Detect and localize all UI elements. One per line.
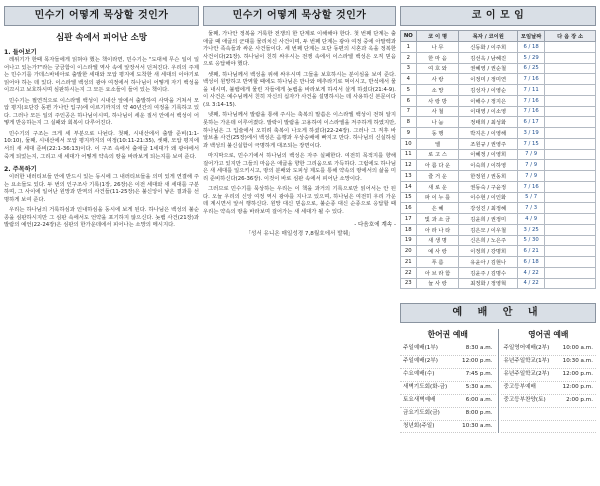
- header-next-place: 다 음 장 소: [545, 31, 596, 42]
- cell-date: 7 / 16: [517, 106, 544, 117]
- cell-koi-name: 즐 거 운: [416, 171, 459, 182]
- cell-next-place: [545, 117, 596, 128]
- worship-time: 5:30 a.m.: [465, 383, 493, 390]
- korean-worship-heading: 한어권 예배: [427, 330, 468, 340]
- worship-item: [501, 356, 597, 369]
- cell-koi-name: 한 마 음: [416, 52, 459, 63]
- cell-date: 6 / 25: [517, 63, 544, 74]
- worship-time: 8:00 p.m.: [465, 409, 493, 416]
- worship-name: 금요기도회(금): [403, 409, 440, 416]
- cell-koi-name: 푸 름: [416, 257, 459, 268]
- table-row: [401, 42, 596, 53]
- worship-time: 6:00 a.m.: [465, 396, 493, 403]
- column-banner: 민수기 어떻게 묵상할 것인가: [4, 6, 199, 26]
- cell-koi-name: 소 망: [416, 85, 459, 96]
- koi-table-header: [401, 31, 596, 42]
- table-row: [401, 52, 596, 63]
- cell-no: 23: [401, 278, 417, 289]
- table-row: [401, 138, 596, 149]
- header-no: NO: [401, 31, 417, 42]
- cell-no: 1: [401, 42, 417, 53]
- cell-no: 6: [401, 95, 417, 106]
- worship-item: [400, 382, 496, 395]
- cell-koi-name: 아 브 라 함: [416, 267, 459, 278]
- cell-no: 3: [401, 63, 417, 74]
- cell-next-place: [545, 74, 596, 85]
- worship-item: [400, 356, 496, 369]
- paragraph: 마지막으로, 민수기에서 하나님의 백성은 자주 실패한다. 여전히 목적지를 향해 걸어가고 있지만 그들의 마음은 애굽을 향한 그리움으로 가득하다. 그럼에도 하나님은 새 세대를 일으키시고, 땅의 분배와 도피성 제도를 통해 약속의 땅에서의 삶을 미리 준비하신다(26-36장). 이것이 바로 심판 속에서 피어난 소망이다.: [203, 153, 396, 182]
- cell-no: 11: [401, 149, 417, 160]
- cell-next-place: [545, 52, 596, 63]
- cell-date: 6 / 17: [517, 117, 544, 128]
- cell-no: 5: [401, 85, 417, 96]
- cell-koi-name: 사 랑 방: [416, 95, 459, 106]
- cell-no: 20: [401, 246, 417, 257]
- worship-time: 10:30 a.m.: [562, 358, 593, 365]
- worship-time: 2:00 p.m.: [566, 396, 593, 403]
- cell-next-place: [545, 149, 596, 160]
- cell-leader: 신은희 / 노은주: [459, 235, 518, 246]
- cell-koi-name: 엘: [416, 138, 459, 149]
- cell-date: 5 / 7: [517, 192, 544, 203]
- cell-no: 19: [401, 235, 417, 246]
- cell-leader: 이숙희 / 이하영: [459, 160, 518, 171]
- cell-next-place: [545, 95, 596, 106]
- table-row: [401, 74, 596, 85]
- column-banner: 민수기 어떻게 묵상할 것인가: [203, 6, 396, 26]
- koi-banner: 코 이 모 임: [400, 6, 596, 26]
- cell-date: 3 / 19: [517, 128, 544, 139]
- cell-date: 7 / 16: [517, 74, 544, 85]
- paragraph: 레위기가 한때 목자들에게 읽혀야 했는 책이라면, 민수기는 "도대체 무슨 일이 일어나고 있는가?"라는 궁금함이 이스라엘 역사 속에 앞장서서 던져진다. 우리의 주제는 민수기를 가데스바네아로 출발한 세대와 모압 평지에 도착한 새 세대의 이야기로 읽어야 하는 데 있다. 이스라엘 백성의 광야 여정에서 하나님이 어떻게 자기 백성을 이끄시고 보호하시며 심판하시는지 그 모든 요소들이 들어 있는 책이다.: [4, 57, 199, 94]
- cell-no: 22: [401, 267, 417, 278]
- cell-date: 6 / 18: [517, 257, 544, 268]
- right-column: [400, 6, 596, 482]
- worship-item: [400, 395, 496, 408]
- worship-divider: [498, 329, 499, 433]
- worship-item: [400, 421, 496, 434]
- worship-banner: 예 배 안 내: [400, 303, 596, 323]
- cell-koi-name: 나 눔: [416, 117, 459, 128]
- worship-item: [501, 421, 597, 434]
- cell-date: 7 / 16: [517, 95, 544, 106]
- worship-item: [501, 395, 597, 408]
- cell-date: 5 / 29: [517, 52, 544, 63]
- table-row: [401, 224, 596, 235]
- cell-next-place: [545, 278, 596, 289]
- cell-date: 7 / 11: [517, 85, 544, 96]
- cell-date: 5 / 30: [517, 235, 544, 246]
- cell-date: 6 / 18: [517, 42, 544, 53]
- cell-leader: 김은모 / 이우철: [459, 224, 518, 235]
- worship-item: [400, 343, 496, 356]
- cell-next-place: [545, 42, 596, 53]
- cell-no: 12: [401, 160, 417, 171]
- cell-leader: 이정희 / 강명희: [459, 246, 518, 257]
- cell-date: 7 / 9: [517, 149, 544, 160]
- table-row: [401, 106, 596, 117]
- korean-worship-list: [400, 329, 496, 433]
- header-date: 모임날짜: [517, 31, 544, 42]
- english-worship-list: [501, 329, 597, 433]
- worship-name: 주일예배(1부): [403, 345, 438, 352]
- article-subtitle: 심판 속에서 피어난 소망: [56, 33, 147, 43]
- worship-name: 주일영어예배(2부): [503, 345, 550, 352]
- table-row: [401, 117, 596, 128]
- table-row: [401, 160, 596, 171]
- cell-date: 7 / 15: [517, 138, 544, 149]
- paragraph: 셋째, 하나님께서 백성을 위해 싸우시며 그들을 보호하시는 분이심을 보여 준다. 백성이 원망하고 반역할 때에도 하나님은 만나와 메추라기로 먹이시고, 반석에서 물을 내시며, 불뱀에게 물린 자들에게 놋뱀을 바라보게 하셔서 살게 하셨다(21:4-9). 이 사건은 예수님께서 친히 자신의 십자가 사건을 설명하시는 데 사용하신 본문이다(요 3:14-15).: [203, 71, 396, 108]
- table-row: [401, 278, 596, 289]
- cell-koi-name: 은 혜: [416, 203, 459, 214]
- cell-no: 18: [401, 224, 417, 235]
- paragraph: 둘째, 가나안 정복을 거룩한 전쟁의 한 단계로 이해해야 한다. 첫 번째 단계는 출애굽 때 애굽의 군대를 물리치신 사건이며, 두 번째 단계는 광야 여정 중에 아말렉과 가나안 족속들과 싸운 사건들이다. 세 번째 단계는 요단 동편의 시혼과 옥을 정복한 사건이다(21장). 하나님이 친히 싸우시는 전쟁 속에서 이스라엘 백성은 오직 믿음으로 응답해야 했다.: [203, 31, 396, 68]
- cell-koi-name: 사 랑: [416, 74, 459, 85]
- cell-date: 6 / 21: [517, 246, 544, 257]
- left-column: [4, 6, 199, 482]
- cell-leader: 김성자 / 이영순: [459, 85, 518, 96]
- worship-time: 8:30 a.m.: [465, 345, 493, 352]
- cell-next-place: [545, 257, 596, 268]
- cell-next-place: [545, 63, 596, 74]
- cell-leader: 권혜영 / 권순철: [459, 63, 518, 74]
- cell-leader: 한정원 / 권동희: [459, 171, 518, 182]
- cell-next-place: [545, 106, 596, 117]
- cell-koi-name: 예 사 랑: [416, 246, 459, 257]
- cell-next-place: [545, 181, 596, 192]
- table-row: [401, 85, 596, 96]
- cell-date: 3 / 25: [517, 224, 544, 235]
- cell-next-place: [545, 128, 596, 139]
- cell-next-place: [545, 214, 596, 225]
- worship-time: 12:00 p.m.: [462, 358, 493, 365]
- cell-no: 4: [401, 74, 417, 85]
- cell-leader: 최정화 / 정영혁: [459, 278, 518, 289]
- table-row: [401, 149, 596, 160]
- worship-name: 청년회(주일): [403, 422, 435, 429]
- section-heading: 1. 들어보기: [4, 49, 37, 56]
- worship-name: 새벽기도회(화-금): [403, 383, 448, 390]
- worship-item: [501, 408, 597, 421]
- cell-next-place: [545, 235, 596, 246]
- cell-koi-name: 빛 과 소 금: [416, 214, 459, 225]
- table-row: [401, 128, 596, 139]
- cell-koi-name: 파 이 누 를: [416, 192, 459, 203]
- worship-item: [400, 408, 496, 421]
- cell-date: 4 / 9: [517, 214, 544, 225]
- cell-koi-name: 로 고 스: [416, 149, 459, 160]
- cell-next-place: [545, 192, 596, 203]
- table-row: [401, 95, 596, 106]
- cell-date: 7 / 9: [517, 171, 544, 182]
- paragraph: 그러므로 민수기를 묵상하는 우리는 이 책을 과거의 기록으로만 읽어서는 안 된다. 오늘 우리의 신앙 여정 역시 광야를 지나고 있으며, 하나님은 여전히 우리 가운데 계시면서 앞서 행하신다. 원망 대신 믿음으로, 불순종 대신 순종으로 응답할 때 우리는 약속의 땅을 바라보며 걸어가는 새 세대가 될 수 있다.: [203, 186, 396, 216]
- section-2: [4, 164, 199, 230]
- cell-no: 13: [401, 171, 417, 182]
- table-row: [401, 257, 596, 268]
- cell-next-place: [545, 246, 596, 257]
- cell-next-place: [545, 203, 596, 214]
- cell-leader: 신동화 / 이주희: [459, 42, 518, 53]
- cell-no: 15: [401, 192, 417, 203]
- cell-leader: 권동숙 / 구윤정: [459, 181, 518, 192]
- cell-leader: 유윤아 / 김현나: [459, 257, 518, 268]
- cell-koi-name: 아 름 다 운: [416, 160, 459, 171]
- cell-leader: 이정미 / 정미연: [459, 74, 518, 85]
- paragraph: 민수기의 구조는 크게 세 부분으로 나뉜다. 첫째, 시내산에서 출발 준비(1:1-10:10), 둘째, 시내산에서 모압 평지까지의 여정(10:11-21:35), 셋째, 모압 평지에서의 새 세대 준비(22:1-36:13)이다. 이 구조 속에서 출애굽 1세대가 왜 광야에서 죽게 되었는지, 그리고 새 세대가 어떻게 약속의 땅을 바라보게 되는지를 보여 준다.: [4, 130, 199, 160]
- cell-leader: 김선옥 / 남혜진: [459, 52, 518, 63]
- paragraph: 넷째, 하나님께서 발람을 통해 주시는 축복의 말씀은 이스라엘 백성이 전혀 알지 못하는 가운데 이루어졌다. 발락이 발람을 고용하여 이스라엘을 저주하게 하였지만, 하나님은 그 입술에서 오히려 축복이 나오게 하셨다(22-24장). 그러나 그 직후 바알브올 사건(25장)에서 백성은 음행과 우상숭배에 빠지고 만다. 하나님의 신실하심과 백성의 불신실함이 극명하게 대조되는 장면이다.: [203, 112, 396, 149]
- cell-leader: 김윤희 / 권정미: [459, 214, 518, 225]
- table-row: [401, 235, 596, 246]
- table-row: [401, 267, 596, 278]
- worship-name: 중고등부찬양(토): [503, 396, 546, 403]
- cell-leader: 이대영 / 이소영: [459, 106, 518, 117]
- table-row: [401, 181, 596, 192]
- table-row: [401, 246, 596, 257]
- cell-next-place: [545, 171, 596, 182]
- cell-leader: 박지은 / 이영해: [459, 128, 518, 139]
- cell-next-place: [545, 85, 596, 96]
- table-row: [401, 192, 596, 203]
- worship-name: 유년주일학교(1부): [503, 358, 550, 365]
- table-row: [401, 203, 596, 214]
- cell-date: 7 / 3: [517, 203, 544, 214]
- worship-time: 7:45 p.m.: [465, 371, 493, 378]
- cell-no: 21: [401, 257, 417, 268]
- cell-date: 4 / 22: [517, 278, 544, 289]
- source-quote: 「성서 유니온 매일성경 7,8월호에서 발췌」: [245, 230, 354, 237]
- cell-next-place: [545, 160, 596, 171]
- cell-date: 7 / 16: [517, 181, 544, 192]
- cell-leader: 이수현 / 이인화: [459, 192, 518, 203]
- middle-column: [203, 6, 396, 482]
- table-row: [401, 63, 596, 74]
- worship-item: [400, 369, 496, 382]
- cell-no: 9: [401, 128, 417, 139]
- cell-leader: 김윤주 / 김명수: [459, 267, 518, 278]
- cell-koi-name: 늘 사 랑: [416, 278, 459, 289]
- worship-item: [501, 343, 597, 356]
- worship-time: 10:00 a.m.: [562, 345, 593, 352]
- worship-name: 토요새벽예배: [403, 396, 436, 403]
- cell-no: 8: [401, 117, 417, 128]
- paragraph: 우리는 하나님의 거룩하심과 인내하심을 동시에 보게 된다. 하나님은 백성의 불순종을 심판하시지만 그 심판 속에서도 언약을 포기하지 않으신다. 놋뱀 사건(21장)과 발람의 예언(22-24장)은 심판의 한가운데에서 피어나는 소망의 메시지다.: [4, 207, 199, 229]
- section-heading: 2. 주목하기: [4, 166, 37, 174]
- continued-note: - 다음호에 계속 -: [354, 221, 396, 228]
- paragraph: 민수기는 필연적으로 이스라엘 백성이 시내산 앞에서 출발하여 사막을 거쳐서 모압 평지(요단강 동편 가나안 입구)에 이르기까지의 약 40년간의 여정을 기록하고 있다. 그러나 모든 일의 주인공은 하나님이시며, 하나님이 세운 질서 안에서 백성이 어떻게 반응하는지 그 실패와 회복이 다루어진다.: [4, 97, 199, 127]
- cell-no: 17: [401, 214, 417, 225]
- cell-leader: 조원규 / 권영주: [459, 138, 518, 149]
- cell-leader: 정태희 / 최성화: [459, 117, 518, 128]
- worship-name: 주일예배(2부): [403, 358, 438, 365]
- cell-koi-name: 새 로 운: [416, 181, 459, 192]
- cell-leader: 이혜정 / 이영희: [459, 149, 518, 160]
- worship-name: 수요예배(수): [403, 371, 435, 378]
- table-row: [401, 171, 596, 182]
- cell-next-place: [545, 138, 596, 149]
- paragraph: 이러한 내러티브들 안에 반드시 있는 동시에 그 내러티브들을 의미 있게 연결해 주는 요소들도 있다. 두 번의 인구조사 기록(1장, 26장)은 이전 세대와 새 세대를 구분하며, 그 사이에 일어난 원망과 반역의 사건들(11-25장)은 불신앙이 낳은 결과를 선명하게 보여 준다.: [4, 174, 199, 203]
- worship-name: 유년주일학교(2부): [503, 371, 550, 378]
- cell-no: 10: [401, 138, 417, 149]
- section-1: [4, 47, 199, 161]
- cell-koi-name: 아 라 나 타: [416, 224, 459, 235]
- koi-table: [400, 30, 596, 289]
- cell-date: 7 / 9: [517, 160, 544, 171]
- cell-leader: 이해수 / 정지은: [459, 95, 518, 106]
- worship-time: 10:30 a.m.: [462, 422, 493, 429]
- cell-koi-name: 새 생 명: [416, 235, 459, 246]
- cell-koi-name: 나 무: [416, 42, 459, 53]
- worship-item: [501, 382, 597, 395]
- worship-time: 12:00 p.m.: [562, 371, 593, 378]
- worship-schedule: [400, 329, 596, 433]
- english-worship-heading: 영어권 예배: [528, 330, 569, 340]
- header-leader: 목자 / 코이원: [459, 31, 518, 42]
- cell-koi-name: 여 호 와: [416, 63, 459, 74]
- worship-name: 중고등부예배: [503, 383, 536, 390]
- cell-no: 2: [401, 52, 417, 63]
- worship-item: [501, 369, 597, 382]
- cell-next-place: [545, 224, 596, 235]
- cell-koi-name: 동 행: [416, 128, 459, 139]
- cell-date: 4 / 22: [517, 267, 544, 278]
- cell-leader: 강성진 / 최정혜: [459, 203, 518, 214]
- cell-koi-name: 사 철: [416, 106, 459, 117]
- cell-next-place: [545, 267, 596, 278]
- header-koi-name: 코 이 명: [416, 31, 459, 42]
- cell-no: 14: [401, 181, 417, 192]
- cell-no: 16: [401, 203, 417, 214]
- cell-no: 7: [401, 106, 417, 117]
- worship-time: 12:00 p.m.: [562, 383, 593, 390]
- table-row: [401, 214, 596, 225]
